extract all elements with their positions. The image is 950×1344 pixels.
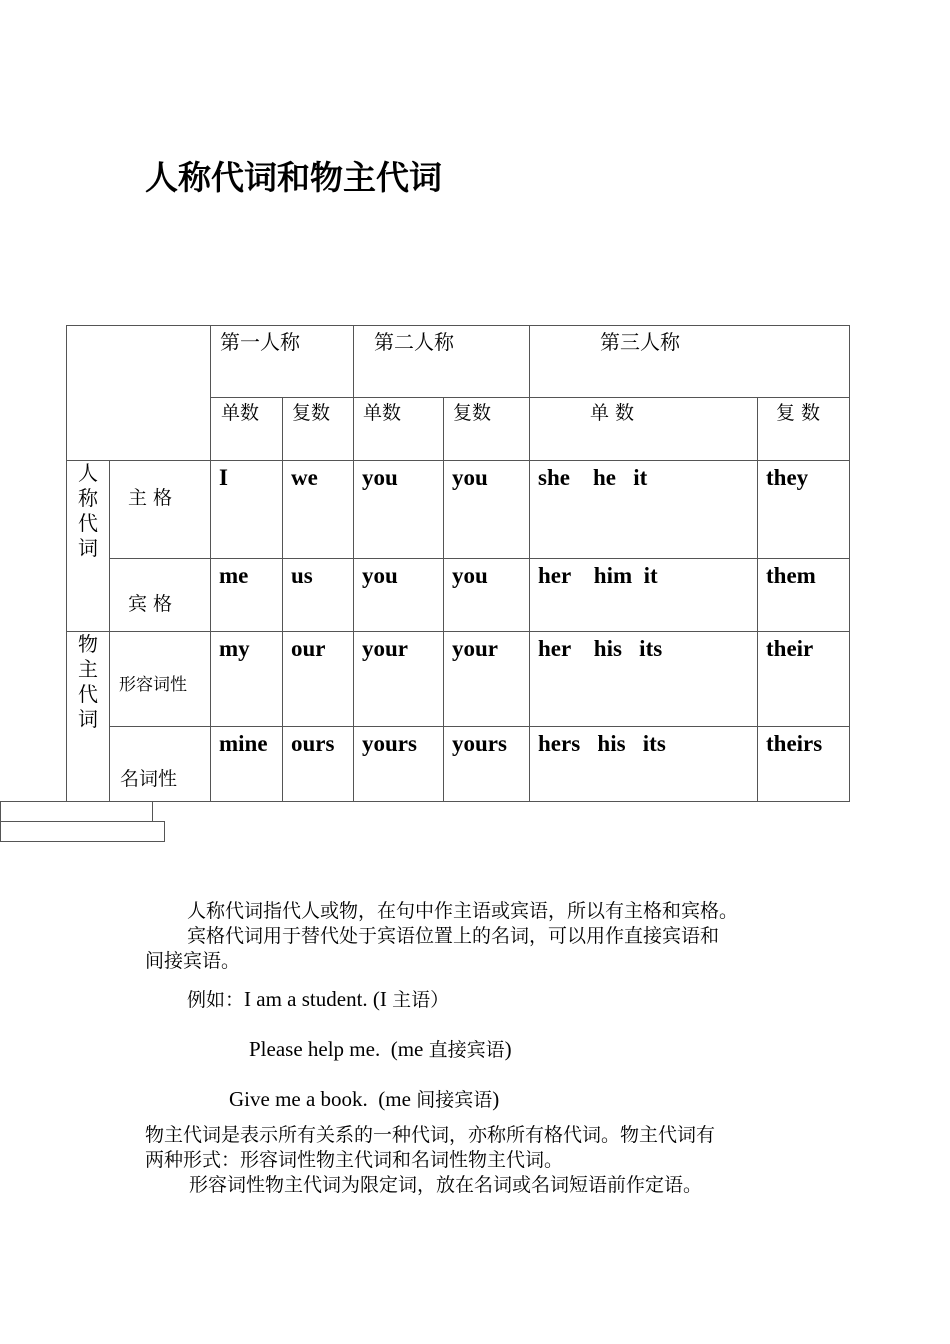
row-label: 名词性 xyxy=(110,727,211,802)
example-note: 主语） xyxy=(392,989,450,1011)
paragraph-text: 两种形式： xyxy=(145,1149,241,1171)
pronoun-table xyxy=(66,325,850,802)
example-text: Give me a book. (me xyxy=(229,1087,417,1111)
table-cell: I xyxy=(211,461,283,559)
term-noun-phrase: 名词或名词短语前 xyxy=(474,1174,627,1196)
table-cell: we xyxy=(283,461,354,559)
row-label: 宾 格 xyxy=(110,559,211,632)
paragraph-personal-pronoun xyxy=(187,899,827,924)
row-label: 形容词性 xyxy=(110,632,211,727)
table-cell: you xyxy=(354,461,444,559)
example-3 xyxy=(229,1085,499,1112)
paragraph-possessive-pronoun-cont xyxy=(145,1148,563,1173)
empty-box xyxy=(0,821,165,842)
second-person-header: 第二人称 xyxy=(354,326,530,398)
singular-header: 单数 xyxy=(211,398,283,461)
first-person-header: 第一人称 xyxy=(211,326,354,398)
table-cell: she he it xyxy=(530,461,758,559)
group-label-text: 人称代词 xyxy=(78,461,98,560)
term-personal-pronoun: 人称代词 xyxy=(187,900,264,922)
table-cell: mine xyxy=(211,727,283,802)
example-2 xyxy=(249,1035,512,1062)
paragraph-text: 。 xyxy=(544,1149,564,1171)
term-two-forms: 形容词性物主代词和名词性物主代词 xyxy=(240,1149,545,1171)
group-label-possessive xyxy=(67,632,110,802)
table-cell: hers his its xyxy=(530,727,758,802)
empty-box xyxy=(0,801,153,822)
paragraph-text: 是表示所有关系的一种代词，亦称所有格代词。物主代词有 xyxy=(221,1124,716,1146)
plural-header: 复数 xyxy=(444,398,530,461)
paragraph-text: 宾格代词用于替代处于宾语位置上的名词，可以用作 xyxy=(187,925,625,947)
example-note: 直接宾语 xyxy=(428,1039,505,1061)
example-text: I am a student. (I xyxy=(244,987,393,1011)
paragraph-adjectival-possessive xyxy=(189,1173,702,1198)
table-cell: yours xyxy=(444,727,530,802)
term-indirect-object: 间接宾语 xyxy=(145,950,222,972)
table-cell: theirs xyxy=(758,727,850,802)
example-text: ) xyxy=(504,1037,512,1061)
example-1 xyxy=(187,985,449,1012)
paragraph-text: 作定语。 xyxy=(626,1174,703,1196)
table-cell: their xyxy=(758,632,850,727)
paragraph-object-pronoun xyxy=(187,924,827,949)
table-cell: your xyxy=(354,632,444,727)
table-cell: you xyxy=(354,559,444,632)
paragraph-object-pronoun-cont xyxy=(145,949,240,974)
table-cell: you xyxy=(444,461,530,559)
paragraph-text: 指代人或物，在句中作主语或宾语，所以有主格和宾格。 xyxy=(263,900,739,922)
table-cell: your xyxy=(444,632,530,727)
term-direct-object: 直接宾语 xyxy=(624,925,701,947)
singular-header: 单 数 xyxy=(530,398,758,461)
page-title: 人称代词和物主代词 xyxy=(145,158,442,197)
plural-header: 复 数 xyxy=(758,398,850,461)
table-cell: her his its xyxy=(530,632,758,727)
row-label: 主 格 xyxy=(110,461,211,559)
table-cell: my xyxy=(211,632,283,727)
example-text: Please help me. (me xyxy=(249,1037,429,1061)
table-cell: me xyxy=(211,559,283,632)
example-note: 间接宾语 xyxy=(416,1089,493,1111)
example-text: ) xyxy=(492,1087,500,1111)
paragraph-possessive-pronoun xyxy=(145,1123,715,1148)
singular-header: 单数 xyxy=(354,398,444,461)
term-adjectival-possessive: 形容词性物主代词 xyxy=(189,1174,342,1196)
table-cell: you xyxy=(444,559,530,632)
table-cell: them xyxy=(758,559,850,632)
table-cell: our xyxy=(283,632,354,727)
group-label-personal xyxy=(67,461,110,632)
plural-header: 复数 xyxy=(283,398,354,461)
group-label-text: 物主代词 xyxy=(78,632,98,731)
table-cell: us xyxy=(283,559,354,632)
table-cell: yours xyxy=(354,727,444,802)
term-possessive-pronoun: 物主代词 xyxy=(145,1124,222,1146)
table-cell: they xyxy=(758,461,850,559)
example-label: 例如： xyxy=(187,989,245,1011)
paragraph-text: 为限定词，放在 xyxy=(341,1174,475,1196)
table-cell: her him it xyxy=(530,559,758,632)
paragraph-text: 和 xyxy=(700,925,720,947)
table-cell: ours xyxy=(283,727,354,802)
paragraph-text: 。 xyxy=(221,950,241,972)
table-corner xyxy=(67,326,211,461)
third-person-header: 第三人称 xyxy=(530,326,850,398)
